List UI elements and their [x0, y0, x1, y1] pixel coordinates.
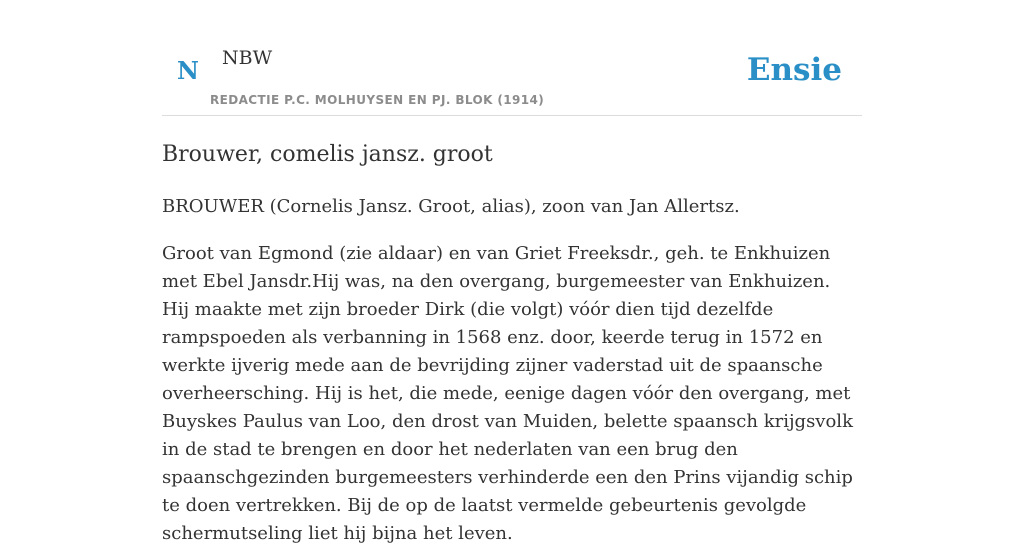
source-editors: REDACTIE P.C. MOLHUYSEN EN PJ. BLOK (1914): [210, 93, 545, 107]
header: [162, 40, 862, 116]
article-title: Brouwer, comelis jansz. groot: [162, 142, 493, 167]
article-body: Groot van Egmond (zie aldaar) en van Griet Freeksdr., geh. te Enkhuizen met Ebel Jansdr.Hij was, na den overgang, burgemeester van Enkhuizen. Hij maakte met zijn broeder Dirk (die volgt) vóór dien tijd dezelfde rampspoeden als verbanning in 1568 enz. door, keerde terug in 1572 en werkte ijverig mede aan de bevrijding zijner vaderstad uit de spaansche overheersching. Hij is het, die mede, eenige dagen vóór den overgang, met Buyskes Paulus van Loo, den drost van Muiden, belette spaansch krijgsvolk in de stad te brengen en door het nederlaten van een brug den spaanschgezinden burgemeesters verhinderde een den Prins vijandig schip te doen vertrekken. Bij de op de laatst vermelde gebeurtenis gevolgde schermutseling liet hij bijna het leven.: [162, 243, 853, 544]
article-lead: BROUWER (Cornelis Jansz. Groot, alias), zoon van Jan Allertsz.: [162, 196, 740, 217]
source-name[interactable]: NBW: [222, 47, 273, 69]
source-logo[interactable]: N: [177, 56, 199, 85]
brand-logo[interactable]: Ensie: [746, 52, 842, 88]
